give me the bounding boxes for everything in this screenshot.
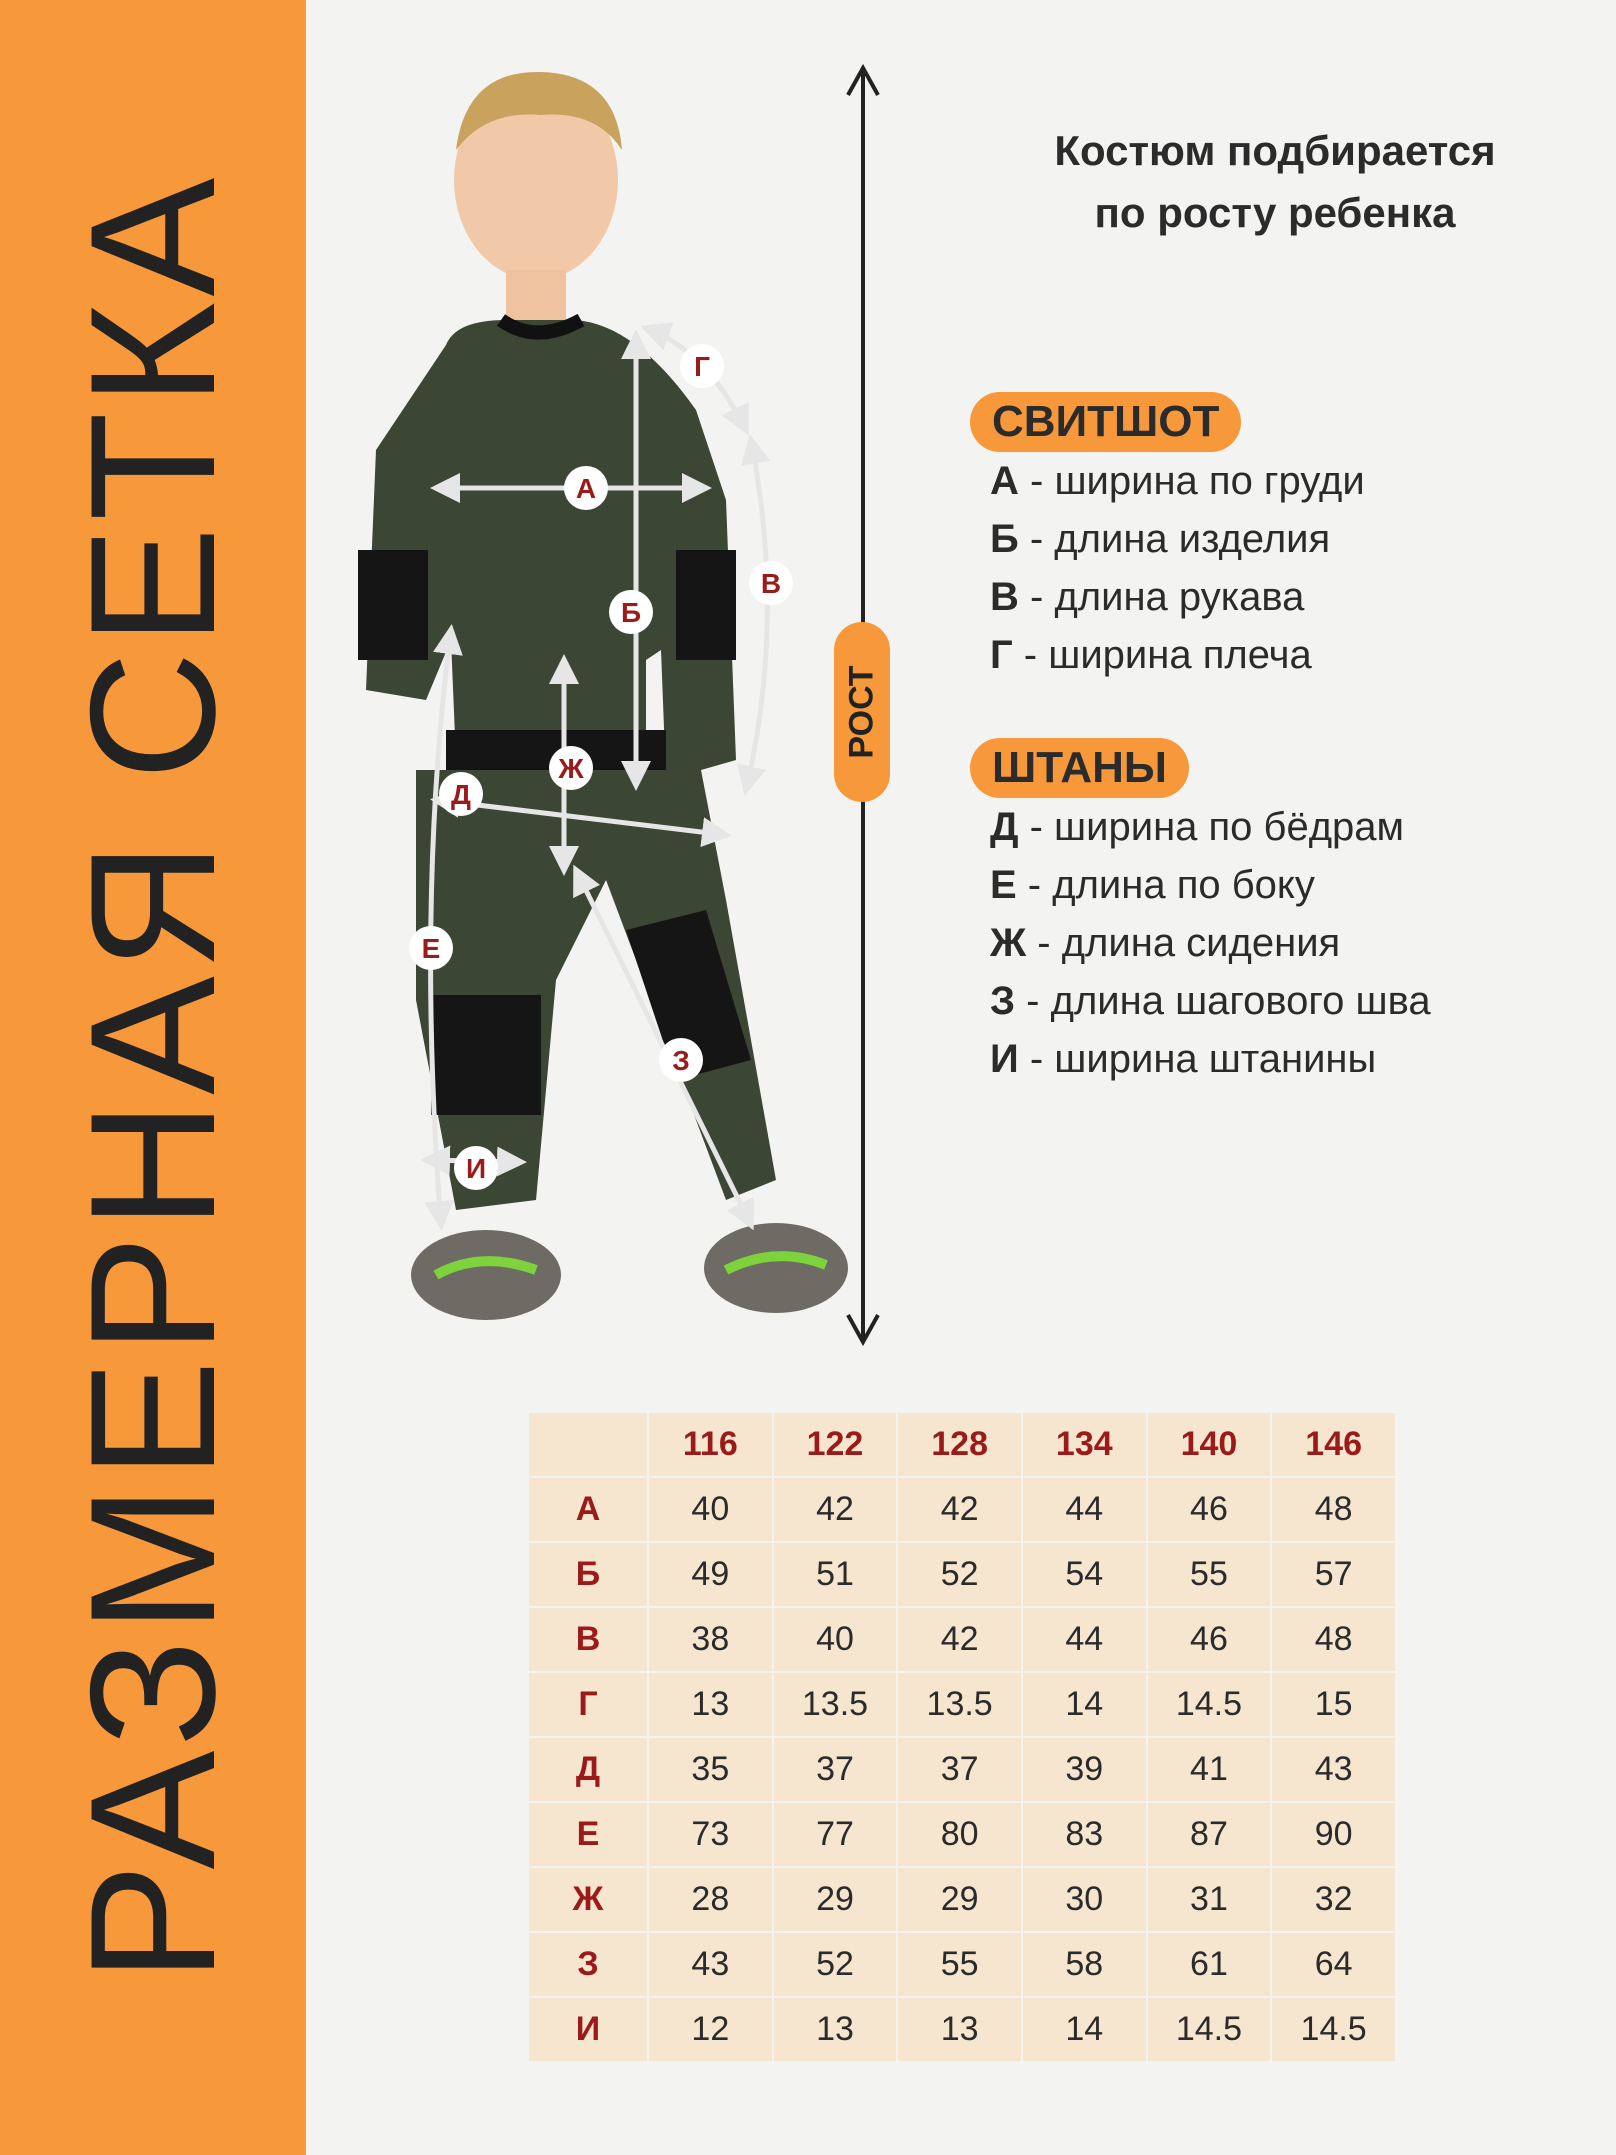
table-cell: 49 [648,1542,773,1607]
table-cell: 42 [897,1477,1022,1542]
marker-e [409,926,453,970]
legend-item [990,798,1431,856]
legend-letter: Ж [990,921,1027,965]
legend-item [990,1030,1431,1088]
table-cell: 40 [773,1607,898,1672]
size-header-cell: 140 [1147,1412,1272,1477]
row-label-cell: И [528,1997,648,2062]
legend-letter: А [990,459,1019,503]
svg-text:Д: Д [451,779,471,810]
table-cell: 83 [1022,1802,1147,1867]
legend-text: - ширина по бёдрам [1018,805,1405,849]
table-cell: 77 [773,1802,898,1867]
table-cell: 13 [773,1997,898,2062]
table-row [528,1607,1396,1672]
row-label-cell: В [528,1607,648,1672]
table-cell: 55 [897,1932,1022,1997]
sweatshirt-heading: СВИТШОТ [970,392,1241,452]
left-shoe [411,1230,561,1320]
legend-item [990,856,1431,914]
sweatshirt-legend [990,452,1365,684]
legend-text: - ширина плеча [1012,633,1312,677]
legend-item [990,568,1365,626]
row-label-cell: З [528,1932,648,1997]
table-corner-cell [528,1412,648,1477]
table-cell: 14.5 [1147,1672,1272,1737]
table-row [528,1867,1396,1932]
svg-text:И: И [465,1153,487,1184]
legend-text: - длина рукава [1018,575,1305,619]
row-label-cell: Е [528,1802,648,1867]
table-cell: 52 [897,1542,1022,1607]
svg-text:Ж: Ж [558,753,584,784]
marker-z [659,1038,703,1082]
table-cell: 48 [1271,1607,1396,1672]
svg-text:Е: Е [421,933,441,964]
table-cell: 55 [1147,1542,1272,1607]
table-cell: 42 [773,1477,898,1542]
table-row [528,1932,1396,1997]
table-cell: 37 [773,1737,898,1802]
table-cell: 15 [1271,1672,1396,1737]
table-cell: 90 [1271,1802,1396,1867]
svg-text:В: В [760,568,782,599]
svg-text:З: З [672,1045,690,1076]
table-cell: 38 [648,1607,773,1672]
size-header-cell: 134 [1022,1412,1147,1477]
legend-text: - длина изделия [1018,517,1331,561]
marker-d [439,772,483,816]
table-row [528,1542,1396,1607]
legend-item [990,914,1431,972]
table-cell: 29 [897,1867,1022,1932]
table-cell: 29 [773,1867,898,1932]
table-cell: 37 [897,1737,1022,1802]
table-cell: 80 [897,1802,1022,1867]
table-cell: 52 [773,1932,898,1997]
marker-zh [549,746,593,790]
table-cell: 61 [1147,1932,1272,1997]
table-cell: 54 [1022,1542,1147,1607]
legend-letter: Д [990,805,1019,849]
table-cell: 39 [1022,1737,1147,1802]
left-knee-patch [431,995,541,1115]
table-cell: 14.5 [1271,1997,1396,2062]
legend-text: - длина шагового шва [1015,979,1431,1023]
row-label-cell: Г [528,1672,648,1737]
neck-shape [506,270,566,320]
table-cell: 13 [648,1672,773,1737]
marker-a [564,466,608,510]
marker-g [680,344,724,388]
legend-text: - длина сидения [1026,921,1341,965]
size-header-cell: 146 [1271,1412,1396,1477]
legend-text: - ширина штанины [1018,1037,1377,1081]
table-cell: 46 [1147,1607,1272,1672]
svg-text:Б: Б [620,597,642,628]
legend-item [990,972,1431,1030]
table-row [528,1737,1396,1802]
table-cell: 87 [1147,1802,1272,1867]
left-sleeve-patch [358,550,428,660]
size-table [527,1411,1397,2063]
table-row [528,1477,1396,1542]
pants-legend [990,798,1431,1088]
table-body [528,1477,1396,2062]
subtitle-line-2: по росту ребенка [1094,189,1456,236]
right-sleeve-patch [676,550,736,660]
size-header-cell: 128 [897,1412,1022,1477]
legend-letter: Б [990,517,1019,561]
marker-v [749,561,793,605]
table-cell: 35 [648,1737,773,1802]
table-cell: 57 [1271,1542,1396,1607]
line-v [746,440,767,790]
table-cell: 51 [773,1542,898,1607]
table-cell: 43 [1271,1737,1396,1802]
table-row [528,1997,1396,2062]
legend-letter: Е [990,863,1017,907]
pants-heading: ШТАНЫ [970,738,1189,798]
table-cell: 41 [1147,1737,1272,1802]
marker-i [454,1146,498,1190]
row-label-cell: Ж [528,1867,648,1932]
svg-text:А: А [575,473,597,504]
table-header-row [528,1412,1396,1477]
marker-b [609,590,653,634]
legend-item [990,452,1365,510]
legend-text: - длина по боку [1016,863,1315,907]
size-header-cell: 116 [648,1412,773,1477]
size-header-cell: 122 [773,1412,898,1477]
row-label-cell: Д [528,1737,648,1802]
table-row [528,1802,1396,1867]
row-label-cell: Б [528,1542,648,1607]
table-cell: 14 [1022,1672,1147,1737]
svg-text:Г: Г [694,351,710,382]
table-cell: 14 [1022,1997,1147,2062]
table-cell: 46 [1147,1477,1272,1542]
table-cell: 31 [1147,1867,1272,1932]
table-cell: 40 [648,1477,773,1542]
table-cell: 43 [648,1932,773,1997]
table-cell: 14.5 [1147,1997,1272,2062]
subtitle-line-1: Костюм подбирается [1054,127,1496,174]
table-cell: 32 [1271,1867,1396,1932]
subtitle [980,120,1570,244]
table-cell: 64 [1271,1932,1396,1997]
legend-text: - ширина по груди [1018,459,1365,503]
table-cell: 13 [897,1997,1022,2062]
legend-item [990,626,1365,684]
table-cell: 13.5 [897,1672,1022,1737]
row-label-cell: А [528,1477,648,1542]
table-cell: 44 [1022,1477,1147,1542]
legend-letter: В [990,575,1019,619]
table-cell: 12 [648,1997,773,2062]
table-cell: 58 [1022,1932,1147,1997]
table-cell: 44 [1022,1607,1147,1672]
legend-letter: И [990,1037,1019,1081]
table-cell: 73 [648,1802,773,1867]
table-cell: 42 [897,1607,1022,1672]
height-label: РОСТ [842,665,881,759]
legend-letter: Г [990,633,1013,677]
table-row [528,1672,1396,1737]
table-cell: 13.5 [773,1672,898,1737]
table-cell: 48 [1271,1477,1396,1542]
table-cell: 30 [1022,1867,1147,1932]
table-cell: 28 [648,1867,773,1932]
legend-item [990,510,1365,568]
page-title: РАЗМЕРНАЯ СЕТКА [53,171,252,1983]
child-figure-illustration [306,0,906,1400]
legend-letter: З [990,979,1016,1023]
